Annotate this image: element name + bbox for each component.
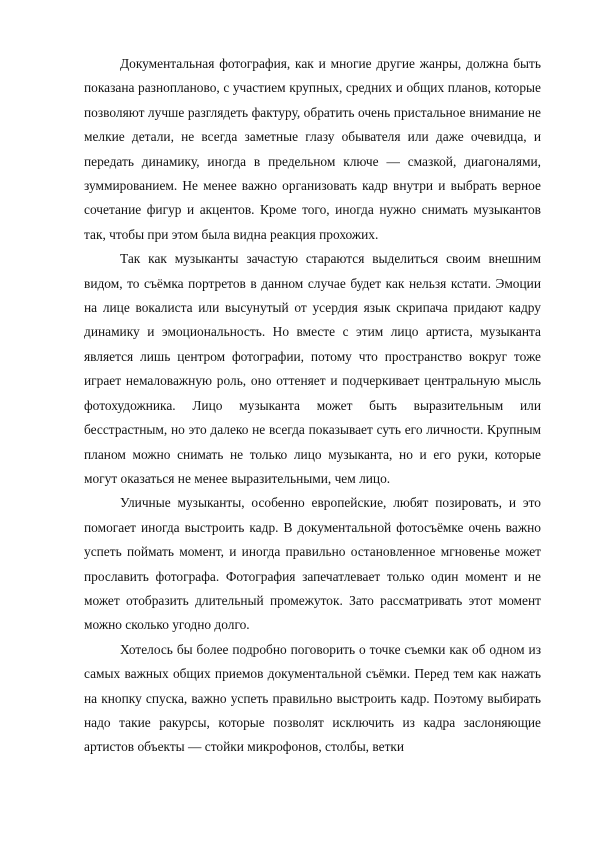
- paragraph-1: Документальная фотография, как и многие другие жанры, должна быть показана разнопланово, с участием крупных, средних и общих планов, которые позволяют лучше разглядеть фактуру, обратить очень пристальное внимание не мелкие детали, не всегда заметные глазу обывателя или даже очевидца, и передать динамику, иногда в предельном ключе — смазкой, диагоналями, зуммированием. Не менее важно организовать кадр внутри и выбрать верное сочетание фигур и акцентов. Кроме того, иногда нужно снимать музыкантов так, чтобы при этом была видна реакция прохожих.: [84, 56, 541, 242]
- paragraph-3: Уличные музыканты, особенно европейские, любят позировать, и это помогает иногда выстроить кадр. В документальной фотосъёмке очень важно успеть поймать момент, и иногда правильно остановленное мгновенье может прославить фотографа. Фотография запечатлевает только один момент и не может отобразить длительный промежуток. Зато рассматривать этот момент можно сколько угодно долго.: [84, 495, 541, 633]
- paragraph-2: Так как музыканты зачастую стараются выделиться своим внешним видом, то съёмка портретов в данном случае будет как нельзя кстати. Эмоции на лице вокалиста или высунутый от усердия язык скрипача придают кадру динамику и эмоциональность. Но вместе с этим лицо артиста, музыканта является лишь центром фотографии, потому что пространство вокруг тоже играет немаловажную роль, оно оттеняет и подчеркивает центральную мысль фотохудожника. Лицо музыканта может быть выразительным или бесстрастным, но это далеко не всегда показывает суть его личности. Крупным планом можно снимать не только лицо музыканта, но и его руки, которые могут оказаться не менее выразительными, чем лицо.: [84, 251, 541, 486]
- paragraph-4: Хотелось бы более подробно поговорить о точке съемки как об одном из самых важных общих приемов документальной съёмки. Перед тем как нажать на кнопку спуска, важно успеть правильно выстроить кадр. Поэтому выбирать надо такие ракурсы, которые позволят исключить из кадра заслоняющие артистов объекты — стойки микрофонов, столбы, ветки: [84, 641, 541, 755]
